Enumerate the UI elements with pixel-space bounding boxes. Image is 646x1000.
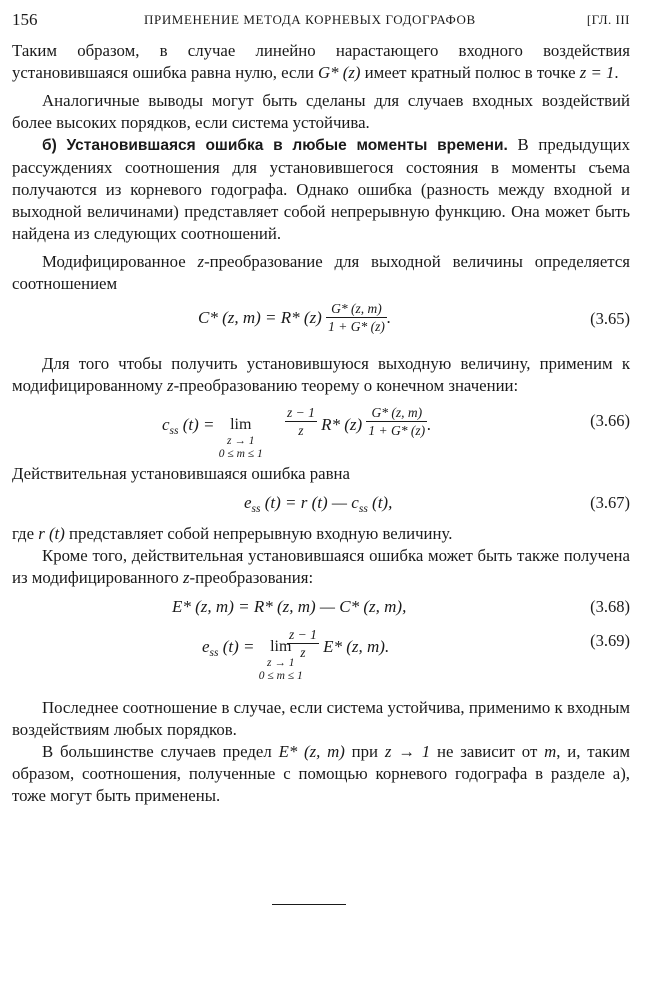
fraction (285, 405, 317, 439)
fraction (366, 405, 427, 439)
text: при (344, 742, 385, 761)
running-title: ПРИМЕНЕНИЕ МЕТОДА КОРНЕВЫХ ГОДОГРАФОВ (144, 12, 476, 27)
paragraph-9: Последнее соотношение в случае, если система устойчива, применимо к входным воздействиям любых порядков. (12, 698, 630, 739)
limit (219, 415, 263, 461)
lim-subscript: z → 1 (267, 657, 295, 669)
lim-operator: lim (270, 638, 292, 655)
math-inline: m (544, 742, 557, 761)
eq-lhs (162, 415, 219, 437)
page-number: 156 (12, 10, 38, 29)
equation-number: (3.69) (590, 631, 630, 650)
eq-text: e (244, 493, 252, 512)
eq-text: E* (z, m) = R* (z, m) — C* (z, m), (172, 597, 407, 616)
page (12, 6, 630, 807)
equation-number: (3.66) (590, 411, 630, 430)
eq-text: e (202, 637, 210, 656)
text: Для того чтобы получить установившуюся выходную величину, применим к модифицированному (12, 354, 630, 395)
math-inline: G* (z) (318, 63, 361, 82)
equation-number: (3.68) (590, 597, 630, 616)
subscript: ss (169, 425, 179, 437)
text: Модифицированное (42, 252, 198, 271)
math-inline: E* (z, m) (278, 742, 345, 761)
text: В предыдущих рассуждениях соотношения для установившегося состояния в моменты съема получаются из корневого годографа. Однако ошибка (разность между входной и выходной величинами) представляет собой непрерывную функцию. Она может быть найдена из следующих соотношений. (12, 135, 630, 243)
chapter-label: [ГЛ. III (586, 12, 630, 27)
section-heading: б) Установившаяся ошибка в любые моменты времени. (42, 137, 508, 154)
eq-text: (t) = (218, 637, 259, 656)
text: имеет кратный полюс в точке (360, 63, 580, 82)
eq-text: (t) = r (t) — c (260, 493, 359, 512)
lim-operator: lim (230, 416, 252, 433)
eq-text: R* (z) (321, 415, 367, 434)
fraction (287, 627, 319, 661)
paragraph-4 (12, 251, 630, 295)
text: Кроме того, действительная установившаяся ошибка может быть также получена из модифицированного (12, 546, 630, 587)
numerator: G* (z, m) (326, 301, 387, 318)
equation-3-68 (12, 597, 630, 627)
text: В большинстве случаев предел (42, 742, 279, 761)
eq-lhs (202, 637, 259, 659)
closing-rule (272, 904, 346, 905)
text: , и, таким образом, соотношения, полученные с помощью корневого годографа в разделе а), тоже могут быть применены. (12, 742, 630, 805)
denominator: z (298, 423, 304, 438)
paragraph-1 (12, 40, 630, 84)
equation-number: (3.67) (590, 493, 630, 512)
eq-text: C* (z, m) = R* (z) (198, 308, 322, 327)
paragraph-8 (12, 545, 630, 589)
eq-text: . (427, 415, 432, 434)
eq-text: . (386, 308, 392, 327)
lim-subscript: 0 ≤ m ≤ 1 (258, 670, 303, 682)
text: Таким образом, в случае линейно нарастающего входного воздействия установившаяся ошибка равна нулю, если (12, 41, 630, 82)
equation-3-65 (12, 299, 630, 343)
subscript: ss (209, 647, 219, 659)
math-inline: z (197, 252, 205, 271)
numerator: G* (z, m) (366, 405, 427, 422)
text: . (614, 63, 619, 82)
lim-subscript: z → 1 (227, 435, 255, 447)
equation-3-67 (12, 491, 630, 523)
eq-text: (t), (367, 493, 393, 512)
eq-text: E* (z, m). (318, 637, 390, 656)
math-inline: z (183, 568, 190, 587)
paragraph-6: Действительная установившаяся ошибка равна (12, 464, 350, 483)
denominator: 1 + G* (z) (328, 319, 385, 334)
math-inline: z (167, 376, 174, 395)
paragraph-3 (12, 134, 630, 245)
denominator: 1 + G* (z) (368, 423, 426, 438)
paragraph-7 (12, 523, 630, 545)
equation-3-66 (12, 403, 630, 463)
text: -преобразованию теорему о конечном значении: (173, 376, 519, 395)
text: не зависит от (430, 742, 545, 761)
text: где (12, 524, 39, 543)
eq-text: c (162, 415, 170, 434)
equation-number: (3.65) (590, 309, 630, 328)
paragraph-2: Аналогичные выводы могут быть сделаны для случаев входных воздействий более высоких порядков, если система устойчива. (12, 91, 630, 132)
math-inline: z = 1 (579, 63, 615, 82)
lim-subscript: 0 ≤ m ≤ 1 (218, 448, 263, 460)
numerator: z − 1 (286, 405, 315, 420)
subscript: ss (251, 503, 261, 515)
equation-3-69 (12, 627, 630, 687)
fraction (326, 301, 387, 335)
numerator: z − 1 (288, 627, 317, 642)
denominator: z (300, 645, 306, 660)
math-inline: z → 1 (384, 742, 431, 761)
paragraph-5 (12, 353, 630, 397)
running-header (12, 6, 630, 34)
text: -преобразования: (189, 568, 314, 587)
subscript: ss (358, 503, 368, 515)
paragraph-10 (12, 741, 630, 807)
text: -преобразование для выходной величины определяется соотношением (12, 252, 630, 293)
text: представляет собой непрерывную входную величину. (64, 524, 453, 543)
math-inline: r (t) (38, 524, 65, 543)
eq-text: (t) = (178, 415, 219, 434)
